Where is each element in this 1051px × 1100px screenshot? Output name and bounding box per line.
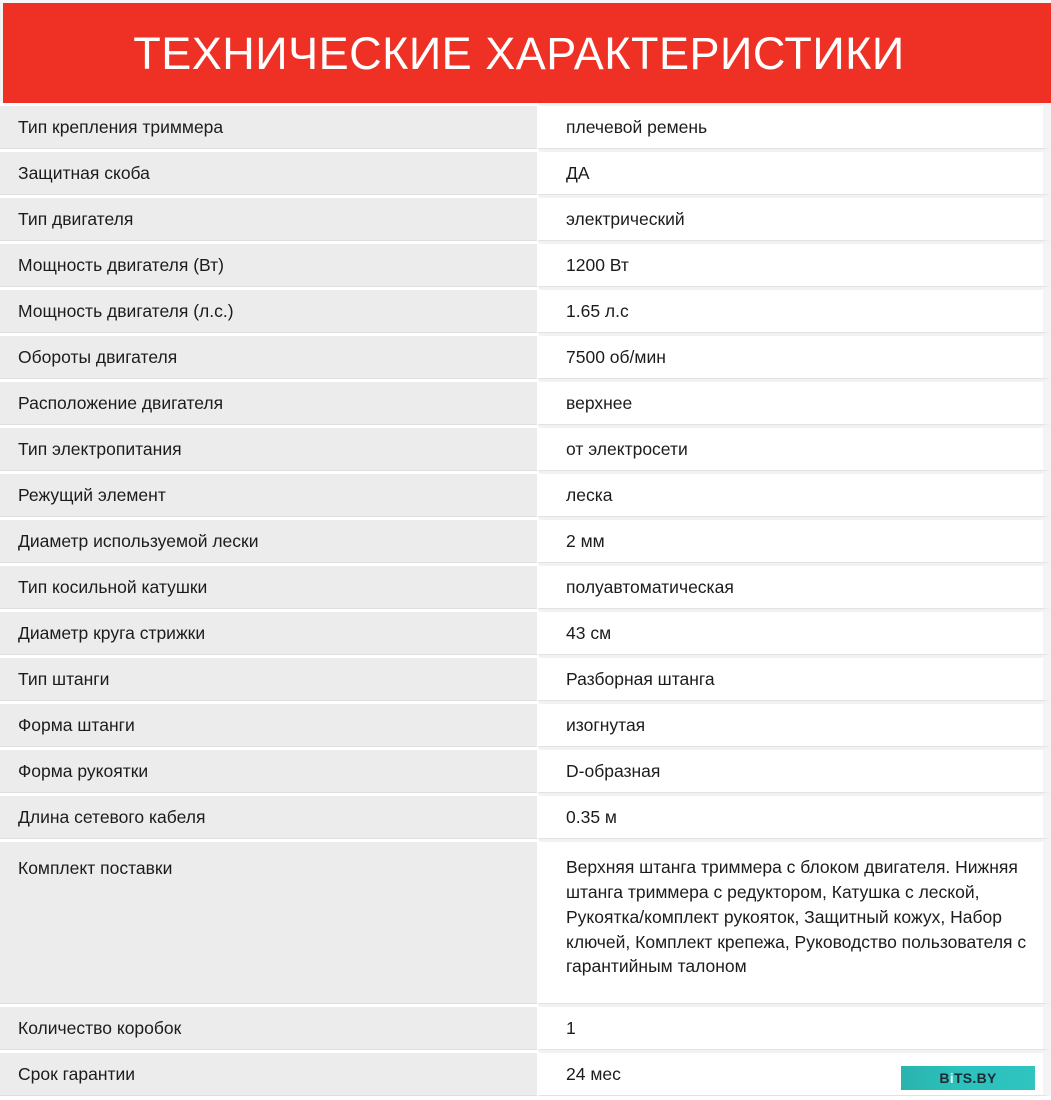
table-row bbox=[0, 1004, 1051, 1050]
spec-value-cell: D-образная bbox=[537, 747, 1051, 793]
spec-label-cell: Форма штанги bbox=[0, 701, 537, 747]
page-title: ТЕХНИЧЕСКИЕ ХАРАКТЕРИСТИКИ bbox=[133, 27, 905, 79]
spec-label-cell: Защитная скоба bbox=[0, 149, 537, 195]
table-row bbox=[0, 747, 1051, 793]
spec-label-cell: Комплект поставки bbox=[0, 839, 537, 1004]
spec-label-cell: Мощность двигателя (Вт) bbox=[0, 241, 537, 287]
spec-value-cell: плечевой ремень bbox=[537, 103, 1051, 149]
spec-value-cell: ДА bbox=[537, 149, 1051, 195]
spec-label-cell: Тип электропитания bbox=[0, 425, 537, 471]
spec-label-cell: Форма рукоятки bbox=[0, 747, 537, 793]
spec-label-cell: Тип крепления триммера bbox=[0, 103, 537, 149]
table-row bbox=[0, 701, 1051, 747]
spec-value-cell: 1.65 л.с bbox=[537, 287, 1051, 333]
spec-value-cell: Верхняя штанга триммера с блоком двигателя. Нижняя штанга триммера с редуктором, Катушка с леской, Рукоятка/комплект рукояток, Защитный кожух, Набор ключей, Комплект крепежа, Руководство пользователя с гарантийным талоном bbox=[537, 839, 1051, 1004]
table-row bbox=[0, 195, 1051, 241]
spec-label-cell: Режущий элемент bbox=[0, 471, 537, 517]
spec-label-cell: Диаметр используемой лески bbox=[0, 517, 537, 563]
table-row bbox=[0, 471, 1051, 517]
table-row bbox=[0, 517, 1051, 563]
watermark-label bbox=[939, 1071, 996, 1085]
table-row bbox=[0, 655, 1051, 701]
spec-value-cell: 2 мм bbox=[537, 517, 1051, 563]
table-row bbox=[0, 241, 1051, 287]
watermark-badge bbox=[901, 1066, 1035, 1090]
spec-value-cell: изогнутая bbox=[537, 701, 1051, 747]
spec-label-cell: Длина сетевого кабеля bbox=[0, 793, 537, 839]
table-row bbox=[0, 103, 1051, 149]
specifications-table bbox=[0, 103, 1051, 1096]
watermark-text-after: TS.BY bbox=[953, 1070, 997, 1086]
watermark-text-i: i bbox=[949, 1070, 954, 1086]
table-row bbox=[0, 425, 1051, 471]
spec-label-cell: Диаметр круга стрижки bbox=[0, 609, 537, 655]
spec-value-cell: Разборная штанга bbox=[537, 655, 1051, 701]
spec-label-cell: Тип двигателя bbox=[0, 195, 537, 241]
spec-value-cell: леска bbox=[537, 471, 1051, 517]
spec-value-cell: полуавтоматическая bbox=[537, 563, 1051, 609]
spec-value-cell: 7500 об/мин bbox=[537, 333, 1051, 379]
table-row bbox=[0, 149, 1051, 195]
spec-label-cell: Количество коробок bbox=[0, 1004, 537, 1050]
spec-label-cell: Тип штанги bbox=[0, 655, 537, 701]
table-row bbox=[0, 793, 1051, 839]
spec-label-cell: Мощность двигателя (л.с.) bbox=[0, 287, 537, 333]
spec-value-cell: 24 мес bbox=[537, 1050, 1051, 1096]
table-row bbox=[0, 563, 1051, 609]
table-row bbox=[0, 379, 1051, 425]
spec-value-cell: 1200 Вт bbox=[537, 241, 1051, 287]
spec-label-cell: Расположение двигателя bbox=[0, 379, 537, 425]
spec-label-cell: Обороты двигателя bbox=[0, 333, 537, 379]
spec-value-cell: от электросети bbox=[537, 425, 1051, 471]
spec-label-cell: Срок гарантии bbox=[0, 1050, 537, 1096]
spec-value-cell: 0.35 м bbox=[537, 793, 1051, 839]
table-row bbox=[0, 609, 1051, 655]
spec-value-cell: электрический bbox=[537, 195, 1051, 241]
spec-value-cell: 1 bbox=[537, 1004, 1051, 1050]
spec-header-banner bbox=[0, 0, 1051, 103]
table-row bbox=[0, 287, 1051, 333]
table-row bbox=[0, 333, 1051, 379]
table-row bbox=[0, 839, 1051, 1004]
table-row bbox=[0, 1050, 1051, 1096]
watermark-text-before: B bbox=[939, 1070, 950, 1086]
spec-value-cell: 43 см bbox=[537, 609, 1051, 655]
spec-value-cell: верхнее bbox=[537, 379, 1051, 425]
spec-label-cell: Тип косильной катушки bbox=[0, 563, 537, 609]
